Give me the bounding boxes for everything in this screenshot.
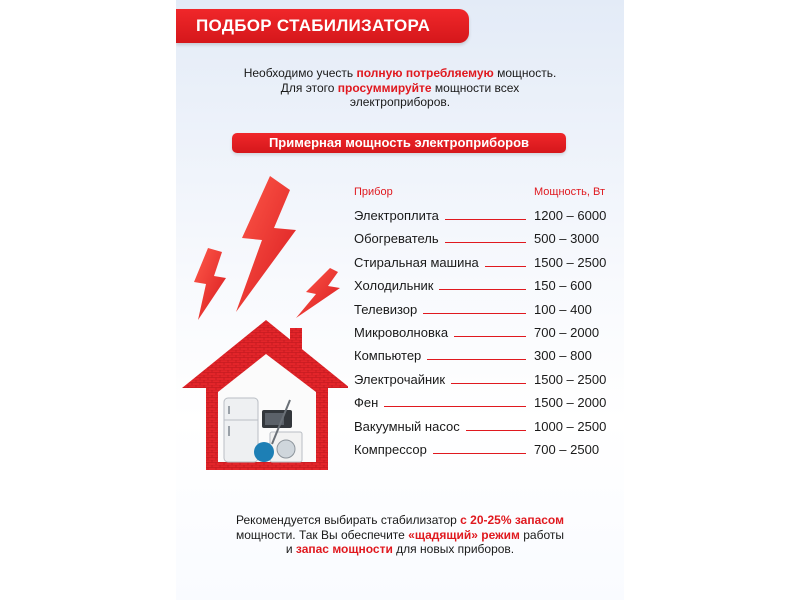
device-name: Электрочайник: [354, 371, 446, 387]
lightning-bolt-icon: [194, 248, 226, 320]
leader-line: [439, 289, 526, 290]
leader-line: [423, 313, 526, 314]
intro-text: [176, 66, 624, 110]
device-power: 300 – 800: [534, 348, 592, 364]
table-row: [354, 325, 616, 341]
table-row: [354, 255, 616, 271]
device-name: Компрессор: [354, 442, 427, 457]
footer-highlight: «щадящий» режим: [408, 527, 520, 542]
footer-highlight: запас мощности: [295, 542, 393, 556]
device-power: 700 – 2500: [534, 442, 600, 457]
intro-highlight: полную потребляемую: [356, 66, 494, 80]
intro-text-part: Для этого: [280, 80, 338, 95]
table-row: [354, 348, 616, 364]
leader-line: [433, 453, 526, 454]
lightning-bolt-icon: [296, 268, 340, 318]
table-row: [354, 395, 616, 411]
footer-highlight: с 20-25% запасом: [460, 513, 564, 527]
table-row: [354, 302, 616, 318]
leader-line: [427, 359, 526, 360]
device-power: 500 – 3000: [534, 231, 600, 247]
leader-line: [384, 406, 526, 407]
device-power: 1200 – 6000: [534, 208, 607, 223]
title-banner: [176, 9, 469, 43]
intro-text-part: мощность.: [493, 66, 557, 80]
column-header-power: Мощность, Вт: [534, 186, 606, 198]
lightning-bolt-icon: [236, 176, 296, 312]
device-name: Компьютер: [354, 348, 422, 364]
leader-line: [485, 266, 526, 267]
device-name: Стиральная машина: [354, 254, 479, 270]
table-row: [354, 442, 616, 458]
leader-line: [445, 242, 526, 243]
footer-text-part: Рекомендуется выбирать стабилизатор: [236, 513, 461, 527]
device-name: Вакуумный насос: [354, 418, 460, 434]
device-power: 100 – 400: [534, 301, 592, 317]
device-power: 700 – 2000: [534, 325, 600, 340]
intro-text-part: мощности всех: [431, 80, 520, 95]
device-name: Микроволновка: [354, 325, 449, 340]
recommendation-text: [176, 513, 624, 557]
intro-highlight: просуммируйте: [337, 80, 432, 95]
footer-text-part: работы: [519, 527, 564, 542]
device-name: Электроплита: [354, 208, 439, 223]
device-power: 150 – 600: [534, 278, 592, 294]
table-row: [354, 372, 616, 388]
infographic-card: [176, 0, 624, 600]
column-header-device: Прибор: [354, 186, 393, 198]
microwave-icon: [262, 410, 292, 428]
device-power: 1000 – 2500: [534, 418, 607, 434]
device-name: Холодильник: [354, 278, 434, 294]
device-power: 1500 – 2500: [534, 371, 607, 387]
page-title: ПОДБОР СТАБИЛИЗАТОРА: [196, 16, 431, 35]
intro-text-part: электроприборов.: [349, 95, 451, 109]
table-row: [354, 278, 616, 294]
device-power: 1500 – 2500: [534, 254, 607, 270]
intro-text-part: Необходимо учесть: [243, 66, 357, 80]
table-row: [354, 419, 616, 435]
leader-line: [445, 219, 526, 220]
footer-text-part: мощности. Так Вы обеспечите: [236, 527, 409, 542]
footer-text-part: для новых приборов.: [392, 542, 515, 556]
section-title: Примерная мощность электроприборов: [268, 135, 530, 150]
table-row: [354, 231, 616, 247]
leader-line: [466, 430, 526, 431]
device-name: Телевизор: [354, 301, 418, 317]
refrigerator-icon: [224, 398, 258, 462]
leader-line: [451, 383, 526, 384]
footer-text-part: и: [285, 542, 296, 556]
device-name: Фен: [354, 395, 379, 411]
device-power: 1500 – 2000: [534, 395, 607, 411]
section-banner: [232, 133, 566, 153]
house-illustration: [178, 170, 348, 480]
table-row: [354, 208, 616, 224]
leader-line: [454, 336, 526, 337]
device-name: Обогреватель: [354, 231, 439, 247]
